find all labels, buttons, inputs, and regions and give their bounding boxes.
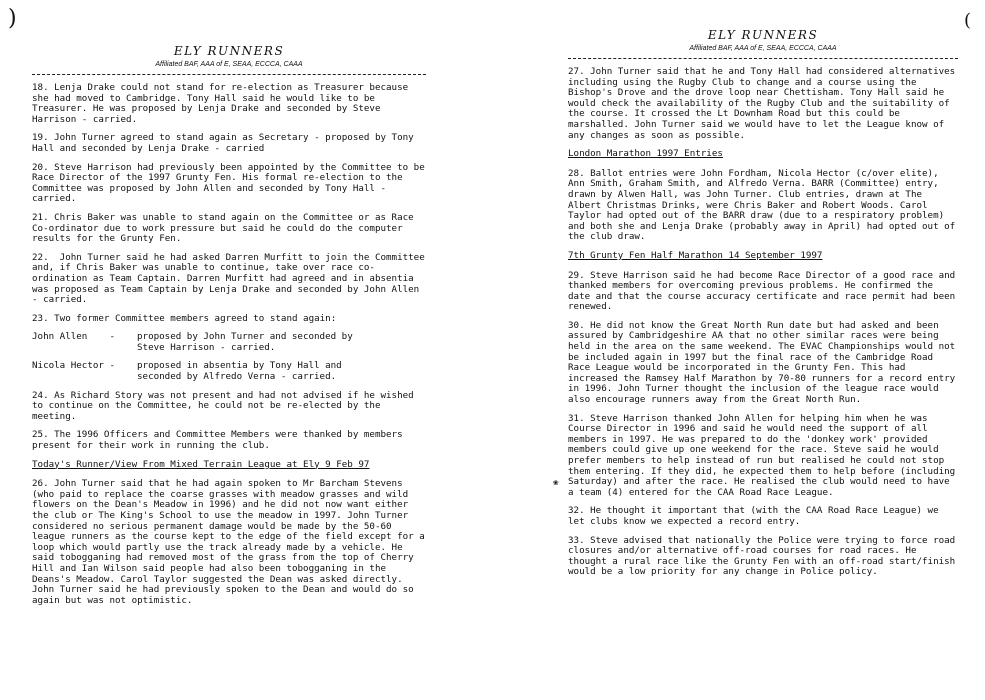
- letterhead: [32, 44, 426, 70]
- minute-paragraph: 25. The 1996 Officers and Committee Members were thanked by members present for their work in running the club.: [32, 429, 409, 452]
- minute-paragraph: 33. Steve advised that nationally the Police were trying to force road closures and/or alternative off-road courses for road races. He thought a rural race like the Grunty Fen with an off-road start/finish would be a low priority for any change in Police policy.: [568, 534, 961, 578]
- member-name: Nicola Hector -: [32, 360, 115, 372]
- affiliation-line: Affiliated BAF, AAA of E, SEAA, ECCCA, CAAA: [689, 45, 837, 52]
- section-heading: London Marathon 1997 Entries: [568, 148, 723, 160]
- right-page: [500, 0, 985, 700]
- minute-paragraph: 31. Steve Harrison thanked John Allen for helping him when he was Course Director in 1996 and said he would need the support of all members in 1997. He was prepared to do the 'donkey work' provided members could give up one weekend for the race. Steve said he would prefer members to help instead of run but realised he could not stop them entering. If they did, he expected them to help before (including Saturday) and after the race. He realised the club would need to have a team (4) entered for the CAA Road Race League.: [568, 412, 961, 498]
- minute-paragraph: 32. He thought it important that (with the CAA Road Race League) we let clubs know we expected a record entry.: [568, 505, 945, 527]
- minute-paragraph: 19. John Turner agreed to stand again as Secretary - proposed by Tony Hall and seconded by Lenja Drake - carried: [32, 132, 420, 154]
- letterhead: [568, 28, 958, 54]
- member-row: [32, 361, 426, 382]
- left-page: [0, 0, 490, 700]
- member-name: John Allen -: [32, 331, 115, 343]
- minute-paragraph: 23. Two former Committee members agreed to stand again:: [32, 312, 337, 324]
- minute-paragraph: 27. John Turner said that he and Tony Hall had considered alternatives including using the Rugby Club to change and a course using the Bishop's Drove and the drove loop near Chettisham. Tony Hall said he would check the availability of the Rugby Club and the suitability of the course. It crossed the Lt Downham Road but this could be marshalled. John Turner said we would have to let the League know of any changes as soon as possible.: [568, 66, 961, 141]
- affiliation-line: Affiliated BAF, AAA of E, SEAA, ECCCA, CAAA: [155, 61, 303, 68]
- header-rule: [568, 58, 958, 59]
- hole-punch-mark: ): [964, 10, 972, 31]
- member-proposal: proposed by John Turner and seconded by Steve Harrison - carried.: [137, 331, 353, 353]
- minute-paragraph: 26. John Turner said that he had again spoken to Mr Barcham Stevens (who paid to replace the coarse grasses with meadow grasses and wild flowers on the Dean's Meadow in 1996) and he did not now want either the club or The King's School to use the meadow in 1997. John Turner considered no serious permanent damage would be made by the 50-60 league runners as the course kept to the edge of the field except for a loop which would partly use the track already made by a vehicle. He said tobogganing had removed most of the grass from the top of Cherry Hill and Ian Wilson said people had also been tobogganing in the Deans's Meadow. Carol Taylor suggested the Dean was asked directly. John Turner said he had previously spoken to the Dean and would do so again but was not optimistic.: [32, 478, 431, 606]
- minute-paragraph: 18. Lenja Drake could not stand for re-election as Treasurer because she had moved to Cambridge. Tony Hall said he would like to be Treasurer. He was proposed by Lenja Drake and seconded by Steve Harrison - carried.: [32, 82, 414, 125]
- minute-paragraph: 22. John Turner said he had asked Darren Murfitt to join the Committee and, if Chris Baker was unable to continue, take over race co-ordination as Team Captain. Darren Murfitt had agreed and in absentia was proposed as Team Captain by Lenja Drake and seconded by John Allen - carried.: [32, 251, 431, 306]
- member-row: [32, 332, 426, 353]
- member-proposal: proposed in absentia by Tony Hall and seconded by Alfredo Verna - carried.: [137, 360, 342, 383]
- minute-paragraph: 29. Steve Harrison said he had become Race Director of a good race and thanked members for overcoming previous problems. He confirmed the date and that the course accuracy certificate and race permit had been renewed.: [568, 269, 961, 313]
- margin-mark: ❀: [553, 478, 559, 488]
- minute-paragraph: 24. As Richard Story was not present and had not advised if he wished to continue on the Committee, he could not be re-elected by the meeting.: [32, 389, 420, 422]
- section-heading: 7th Grunty Fen Half Marathon 14 September 1997: [568, 249, 823, 261]
- minutes-body: [32, 82, 431, 606]
- minute-paragraph: 28. Ballot entries were John Fordham, Nicola Hector (c/over elite), Ann Smith, Graham Smith, and Alfredo Verna. BARR (Committee) entry, drawn by Alwen Hall, was John Turner. Club entries, drawn at The Albert Christmas Drinks, were Chris Baker and Robert Woods. Carol Taylor had opted out of the BARR draw (due to a respiratory problem) and both she and Lenja Drake (probably away in April) had opted out of the club draw.: [568, 167, 961, 243]
- club-title: ELY RUNNERS: [173, 44, 285, 58]
- section-heading: Today's Runner/View From Mixed Terrain League at Ely 9 Feb 97: [32, 458, 370, 470]
- club-title: ELY RUNNERS: [707, 28, 819, 42]
- minute-paragraph: 30. He did not know the Great North Run date but had asked and been assured by Cambridgeshire AA that no other similar races were being held in the area on the same weekend. The EVAC Championships would not be included again in 1997 but the final race of the Cambridge Road Race League would be incorporated in the Grunty Fen. This had increased the Ramsey Half Marathon by 70-80 runners for a record entry in 1996. John Turner thought the inclusion of the league race would also encourage runners away from the Great North Run.: [568, 319, 961, 406]
- minute-paragraph: 21. Chris Baker was unable to stand again on the Committee or as Race Co-ordinator due to work pressure but said he could do the computer results for the Grunty Fen.: [32, 211, 420, 245]
- hole-punch-mark: ): [8, 6, 17, 31]
- minutes-body: [568, 66, 961, 578]
- minute-paragraph: 20. Steve Harrison had previously been appointed by the Committee to be Race Director of the 1997 Grunty Fen. His formal re-election to the Committee was proposed by John Allen and seconded by Tony Hall - carried.: [32, 161, 431, 205]
- header-rule: [32, 74, 426, 75]
